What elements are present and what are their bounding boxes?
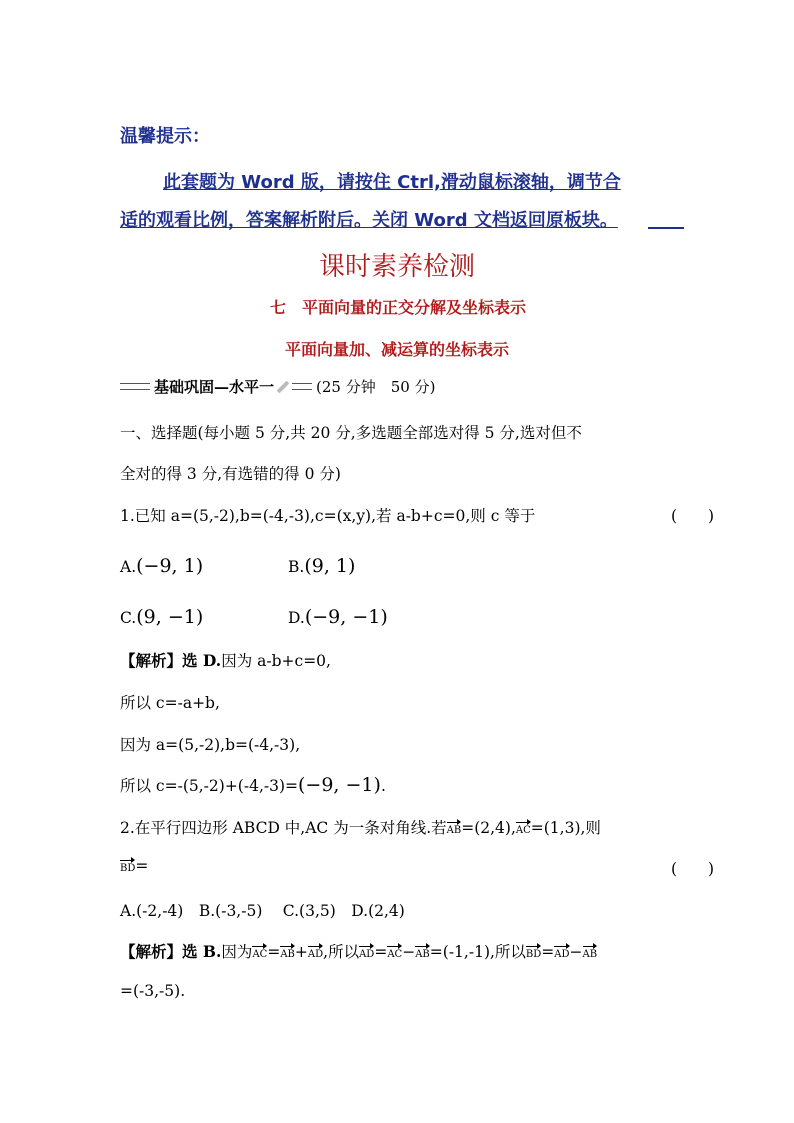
q2-stem-line2 [120,857,148,875]
double-line-decoration [292,383,312,390]
solution-text: 因为 a-b+c=0, [221,652,331,670]
part1-line1: 一、选择题(每小题 5 分,共 20 分,多选题全部选对得 5 分,选对但不 [120,424,582,442]
solution-label: 【解析】 [120,651,183,670]
double-line-decoration [120,383,150,390]
option-label: B. [288,558,305,576]
q1-solution-head [120,649,331,671]
solution-label: 【解析】 [120,942,183,961]
vector-ac: AC [252,945,267,960]
vector-bd: BD [120,859,135,874]
vector-ab: AB [280,945,295,960]
option-label: A. [120,558,137,576]
solution-period: . [380,777,386,795]
tip-line-1: 此套题为 Word 版，请按住 Ctrl,滑动鼠标滚轴，调节合 [163,172,621,193]
q1-option-d [288,606,388,628]
section-label: 基础巩固—水平一 [154,378,275,396]
part1-line2: 全对的得 3 分,有选错的得 0 分) [120,465,341,483]
q1-option-c [120,606,203,628]
pencil-icon [277,380,290,393]
q1-solution-line4 [120,774,386,796]
topic-title: 平面向量加、减运算的坐标表示 [284,340,509,359]
solution-text: + [294,943,308,961]
solution-text: = [541,943,555,961]
solution-text: 所以 c=-(5,-2)+(-4,-3)= [120,777,299,795]
q2-stem [120,816,601,838]
solution-choice: 选 B. [182,942,222,961]
vector-ac: AC [387,945,402,960]
tip-title: 温馨提示： [120,126,210,147]
solution-text: =(-1,-1),所以 [429,943,526,961]
q2-answer-paren: ( ) [671,860,715,878]
solution-text: = [267,943,281,961]
q2-solution-end: =(-3,-5). [120,982,186,1000]
tip-line-2: 适的观看比例，答案解析附后。关闭 Word 文档返回原板块。 [120,210,618,231]
stem-text: = [135,857,149,875]
q1-option-a [120,555,203,577]
underline-extension [648,227,684,229]
vector-ab: AB [415,945,430,960]
q1-solution-line3: 因为 a=(5,-2),b=(-4,-3), [120,736,301,754]
vector-ad: AD [308,945,323,960]
option-value: (−9, −1) [304,606,388,628]
vector-ab: AB [583,945,598,960]
solution-text: ,所以 [323,943,360,961]
doc-title: 课时素养检测 [318,252,475,281]
solution-text: − [569,943,583,961]
solution-text: − [402,943,416,961]
q2-options: A.(-2,-4) B.(-3,-5) C.(3,5) D.(2,4) [120,902,405,920]
lesson-title: 七 平面向量的正交分解及坐标表示 [270,298,527,317]
option-value: (9, −1) [136,606,204,628]
section-time: (25 分钟 50 分) [316,378,436,396]
q2-solution-head [120,940,597,962]
vector-ad: AD [359,945,374,960]
vector-ad: AD [554,945,569,960]
option-value: (−9, 1) [136,555,204,577]
q1-stem: 1.已知 a=(5,-2),b=(-4,-3),c=(x,y),若 a-b+c=0,则 c 等于 [120,507,536,525]
q1-option-b [288,555,355,577]
vector-bd: BD [526,945,541,960]
stem-text: =(1,3),则 [530,819,601,837]
solution-text: = [374,943,388,961]
vector-ab: AB [447,821,462,836]
solution-text: 因为 [221,943,253,961]
option-label: C. [120,609,137,627]
section-header [120,376,435,397]
q1-answer-paren: ( ) [671,507,715,525]
solution-choice: 选 D. [182,651,222,670]
option-value: (9, 1) [304,555,356,577]
q1-solution-line2: 所以 c=-a+b, [120,694,220,712]
option-label: D. [288,609,305,627]
stem-text: 2.在平行四边形 ABCD 中,AC 为一条对角线.若 [120,819,447,837]
vector-ac: AC [516,821,531,836]
stem-text: =(2,4), [461,819,516,837]
solution-result: (−9, −1) [298,774,381,796]
